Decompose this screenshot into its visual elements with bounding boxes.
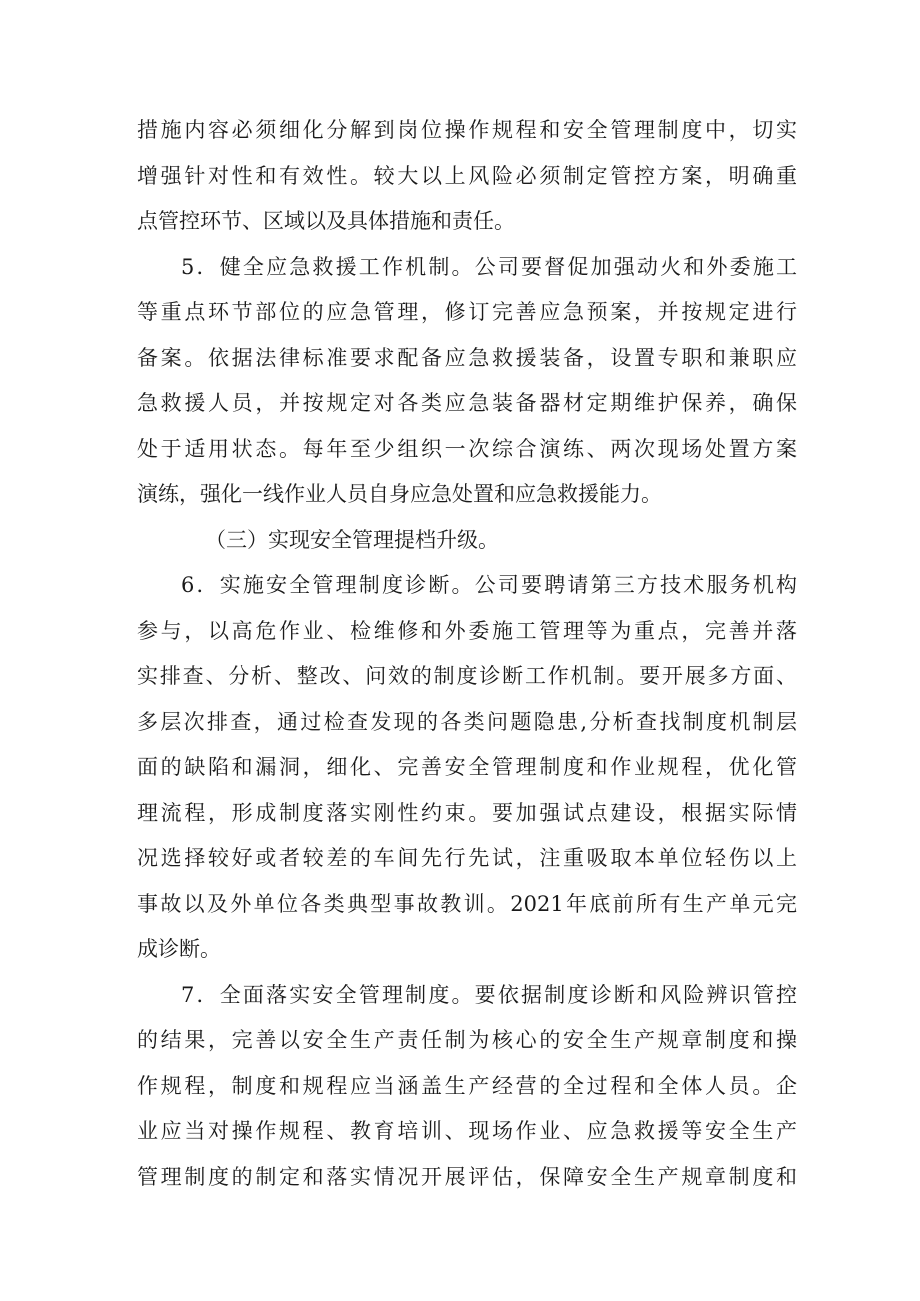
text-line-3: 点管控环节、区域以及具体措施和责任。	[137, 209, 515, 233]
text-line-13: 实排查、分析、整改、问效的制度诊断工作机制。要开展多方面、	[137, 664, 797, 688]
text-line-7: 急救援人员，并按规定对各类应急装备器材定期维护保养，确保	[137, 391, 797, 415]
item-6-heading-line: 6．实施安全管理制度诊断。公司要聘请第三方技术服务机构	[181, 573, 797, 597]
text-line-15: 面的缺陷和漏洞，细化、完善安全管理制度和作业规程，优化管	[137, 755, 797, 779]
text-line-14: 多层次排查，通过检查发现的各类问题隐患,分析查找制度机制层	[137, 709, 797, 734]
item-5-heading-line: 5．健全应急救援工作机制。公司要督促加强动火和外委施工	[181, 254, 797, 279]
text-line-12: 参与，以高危作业、检维修和外委施工管理等为重点，完善并落	[137, 618, 797, 643]
item-7-heading-line: 7．全面落实安全管理制度。要依据制度诊断和风险辨识管控	[181, 982, 797, 1007]
text-line-1: 措施内容必须细化分解到岗位操作规程和安全管理制度中，切实	[137, 118, 797, 142]
text-line-18: 事故以及外单位各类典型事故教训。2021年底前所有生产单元完	[137, 891, 797, 916]
text-line-6: 备案。依据法律标准要求配备应急救援装备，设置专职和兼职应	[137, 345, 797, 370]
text-line-23: 业应当对操作规程、教育培训、现场作业、应急救援等安全生产	[137, 1119, 797, 1143]
text-line-8: 处于适用状态。每年至少组织一次综合演练、两次现场处置方案	[137, 436, 797, 461]
text-line-17: 况选择较好或者较差的车间先行先试，注重吸取本单位轻伤以上	[137, 846, 797, 870]
text-line-22: 作规程，制度和规程应当涵盖生产经营的全过程和全体人员。企	[137, 1073, 797, 1098]
text-line-16: 理流程，形成制度落实刚性约束。要加强试点建设，根据实际情	[137, 800, 797, 825]
text-line-9: 演练，强化一线作业人员自身应急处置和应急救援能力。	[137, 482, 662, 506]
text-line-2: 增强针对性和有效性。较大以上风险必须制定管控方案，明确重	[137, 163, 797, 188]
text-line-19: 成诊断。	[137, 937, 221, 961]
text-line-5: 等重点环节部位的应急管理，修订完善应急预案，并按规定进行	[137, 300, 797, 324]
document-page	[137, 108, 797, 1200]
section-heading: （三）实现安全管理提档升级。	[205, 527, 499, 552]
text-line-24: 管理制度的制定和落实情况开展评估，保障安全生产规章制度和	[137, 1164, 797, 1189]
text-line-21: 的结果，完善以安全生产责任制为核心的安全生产规章制度和操	[137, 1028, 797, 1052]
